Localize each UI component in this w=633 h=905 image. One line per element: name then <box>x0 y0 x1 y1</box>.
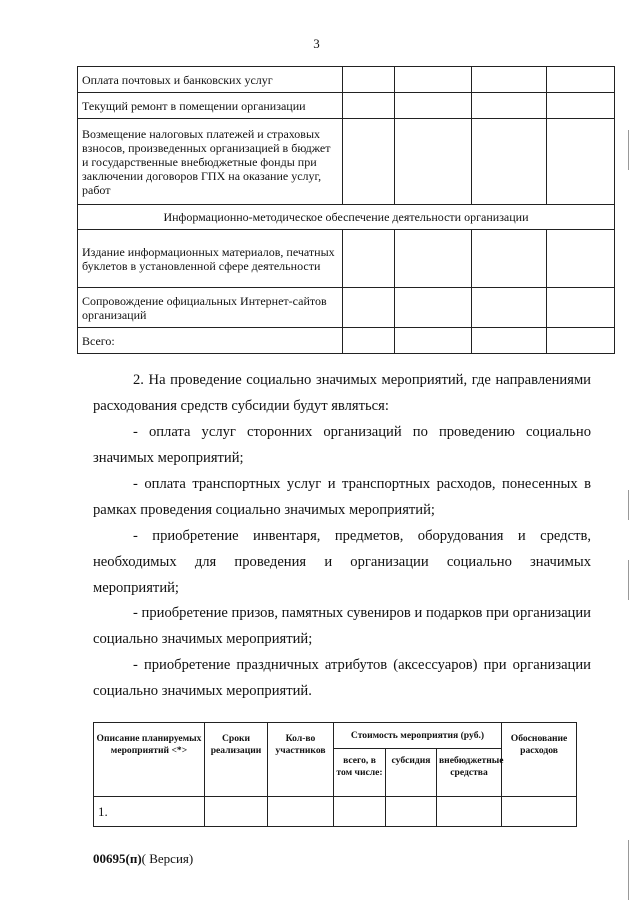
list-item-prizes: - приобретение призов, памятных сувениров и подарков при организации социально значимых мероприятий; <box>93 605 591 647</box>
scan-artifact <box>628 840 629 900</box>
empty-cell <box>547 119 615 205</box>
header-subsidy: субсидия <box>386 749 437 797</box>
empty-cell <box>343 93 395 119</box>
table-row <box>94 797 577 827</box>
header-justification: Обоснование расходов <box>502 723 577 797</box>
empty-cell <box>386 797 437 827</box>
expenses-table <box>77 66 615 354</box>
table-row <box>78 93 615 119</box>
empty-cell <box>472 288 547 328</box>
empty-cell <box>395 119 472 205</box>
empty-cell <box>472 67 547 93</box>
empty-cell <box>395 93 472 119</box>
events-table <box>93 722 577 827</box>
scan-artifact <box>628 490 629 520</box>
empty-cell <box>547 67 615 93</box>
total-row <box>78 328 615 354</box>
header-participants: Кол-во участников <box>268 723 334 797</box>
empty-cell <box>343 288 395 328</box>
empty-cell <box>395 67 472 93</box>
empty-cell <box>472 93 547 119</box>
table-row <box>78 67 615 93</box>
document-code: 00695(п) <box>93 851 142 866</box>
paragraph-2-intro: 2. На проведение социально значимых мероприятий, где направлениями расходования средств субсидии будут являться: <box>93 372 591 414</box>
row-label: Издание информационных материалов, печатных буклетов в установленной сфере деятельности <box>78 230 343 288</box>
row-label: Текущий ремонт в помещении организации <box>78 93 343 119</box>
empty-cell <box>343 67 395 93</box>
header-extrabudget: внебюджетные средства <box>437 749 502 797</box>
list-item-transport: - оплата транспортных услуг и транспортных расходов, понесенных в рамках проведения социально значимых мероприятий; <box>93 476 591 518</box>
empty-cell <box>343 230 395 288</box>
section-title: Информационно-методическое обеспечение деятельности организации <box>78 205 615 230</box>
empty-cell <box>547 328 615 354</box>
empty-cell <box>472 230 547 288</box>
empty-cell <box>343 328 395 354</box>
empty-cell <box>547 288 615 328</box>
row-label: Оплата почтовых и банковских услуг <box>78 67 343 93</box>
list-item-inventory: - приобретение инвентаря, предметов, оборудования и средств, необходимых для проведения и организации социально значимых мероприятий; <box>93 528 591 596</box>
empty-cell <box>472 119 547 205</box>
list-item-services: - оплата услуг сторонних организаций по проведению социально значимых мероприятий; <box>93 424 591 466</box>
table-row <box>78 119 615 205</box>
scan-artifact <box>628 130 629 170</box>
document-footer <box>93 851 193 867</box>
row-number: 1. <box>94 797 205 827</box>
row-label: Сопровождение официальных Интернет-сайтов организаций <box>78 288 343 328</box>
empty-cell <box>395 288 472 328</box>
empty-cell <box>437 797 502 827</box>
empty-cell <box>502 797 577 827</box>
empty-cell <box>472 328 547 354</box>
header-total: всего, в том числе: <box>334 749 386 797</box>
empty-cell <box>395 230 472 288</box>
scan-artifact <box>628 560 629 600</box>
table-row <box>78 288 615 328</box>
page-number: 3 <box>313 36 320 51</box>
total-label: Всего: <box>78 328 343 354</box>
empty-cell <box>268 797 334 827</box>
header-cost: Стоимость мероприятия (руб.) <box>334 723 502 749</box>
table-row <box>78 230 615 288</box>
list-item-attributes: - приобретение праздничных атрибутов (аксессуаров) при организации социально значимых мероприятий. <box>93 657 591 699</box>
empty-cell <box>395 328 472 354</box>
empty-cell <box>343 119 395 205</box>
section-row <box>78 205 615 230</box>
empty-cell <box>334 797 386 827</box>
empty-cell <box>205 797 268 827</box>
header-description: Описание планируемых мероприятий <*> <box>94 723 205 797</box>
empty-cell <box>547 93 615 119</box>
table-header-row <box>94 723 577 749</box>
empty-cell <box>547 230 615 288</box>
version-label: ( Версия) <box>141 851 194 866</box>
header-terms: Сроки реализации <box>205 723 268 797</box>
row-label: Возмещение налоговых платежей и страховых взносов, произведенных организацией в бюджет и государственные внебюджетные фонды при заключении договоров ГПХ на оказание услуг, работ <box>78 119 343 205</box>
